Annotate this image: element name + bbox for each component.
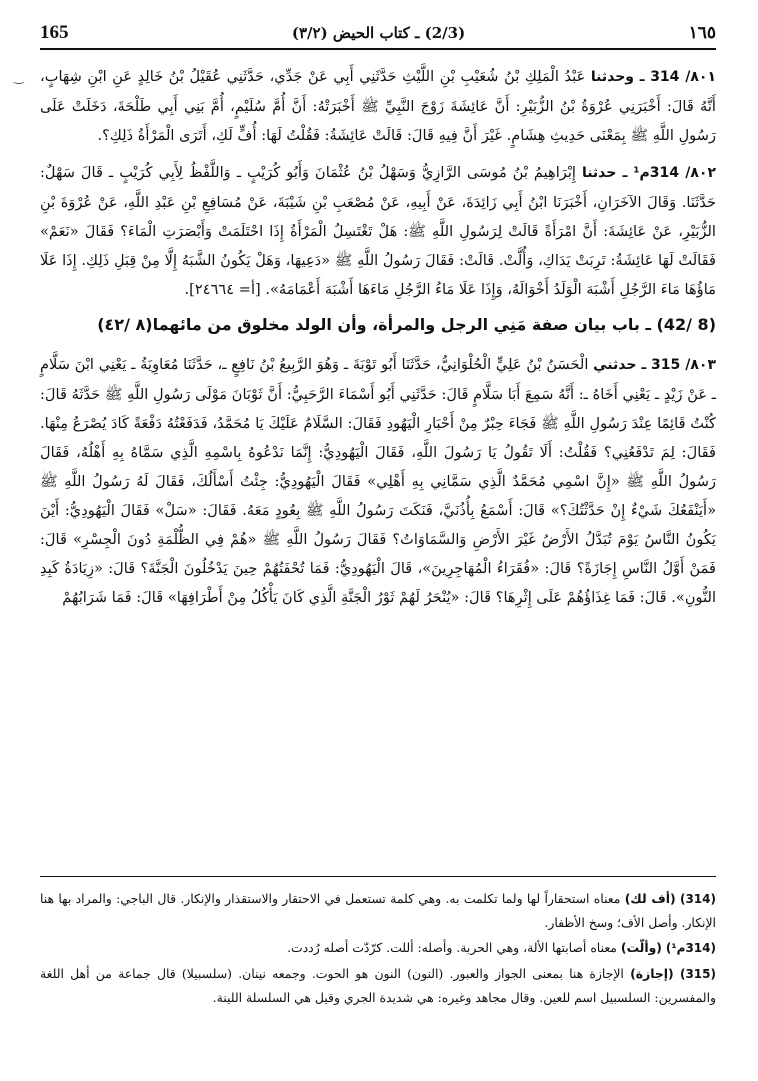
page-header	[40, 18, 716, 50]
footnote-ref: (314م¹)	[665, 941, 716, 955]
isnad-start: ـ حدثني	[593, 357, 647, 373]
footnotes	[40, 876, 716, 1011]
hadith-text: إِبْرَاهِيمُ بْنُ مُوسَى الرَّازِيُّ وَسَهْلُ بْنُ عُثْمَانَ وَأَبُو كُرَيْبٍ ـ وَاللَّفْظُ لِأَبِي كُرَيْبٍ ـ قَالَ سَهْلٌ: حَدَّثَنَا. وَقَالَ الآخَرَانِ، أَخْبَرَنَا ابْنُ أَبِي زَائِدَةَ، عَنْ أَبِيهِ، عَنْ مُصْعَبِ بْنِ شَيْبَةَ، عَنْ مُسَافِعِ بْنِ عَبْدِ اللَّهِ، عَنْ عُرْوَةَ بْنِ الزُّبَيْرِ، عَنْ عَائِشَةَ: أَنَّ امْرَأَةً قَالَتْ لِرَسُولِ اللَّهِ ﷺ: هَلْ تَغْتَسِلُ الْمَرْأَةُ إِذَا احْتَلَمَتْ وَأَبْصَرَتِ الْمَاءَ؟ فَقَالَ «نَعَمْ» فَقَالَتْ لَهَا عَائِشَةُ: تَرِبَتْ يَدَاكِ، وَأُلَّتْ. قَالَتْ: فَقَالَ رَسُولُ اللَّهِ ﷺ «دَعِيهَا، وَهَلْ يَكُونُ الشَّبَهُ إِلَّا مِنْ قِبَلِ ذَلِكِ. إِذَا عَلَا مَاؤُهَا مَاءَ الرَّجُلِ أَشْبَهَ الْوَلَدُ أَخْوَالَهُ، وَإِذَا عَلَا مَاءُ الرَّجُلِ مَاءَهَا أَشْبَهَ أَعْمَامَهُ». [أ= ٢٤٦٦٤].	[40, 164, 716, 298]
hadith-801	[40, 62, 716, 150]
page-number-arabic: ١٦٥	[688, 23, 716, 43]
hadith-803	[40, 350, 716, 612]
footnote-key: (إجازة)	[630, 966, 674, 981]
isnad-start: ـ وحدثنا	[590, 69, 645, 85]
footnote-text: معناه أصابتها الألة، وهي الحربة. وأصله: أللت. كرّدّت أصله رُددت.	[287, 940, 617, 955]
isnad-start: ـ حدثنا	[581, 165, 628, 181]
hadith-text: عَبْدُ الْمَلِكِ بْنُ شُعَيْبِ بْنِ اللَّيْثِ حَدَّثَنِي أَبِي عَنْ جَدِّي، حَدَّثَنِي عُقَيْلُ بْنُ خَالِدٍ عَنِ ابْنِ شِهَابٍ، أَنَّهُ قَالَ: أَخْبَرَنِي عُرْوَةُ بْنُ الزُّبَيْرِ: أَنَّ عَائِشَةَ زَوْجَ النَّبِيِّ ﷺ أَخْبَرَتْهُ: أَنَّ أُمَّ سُلَيْمٍ، أُمَّ بَنِي أَبِي طَلْحَةَ، دَخَلَتْ عَلَى رَسُولِ اللَّهِ ﷺ بِمَعْنَى حَدِيثِ هِشَامٍ. غَيْرَ أَنَّ فِيهِ قَالَ: قَالَتْ عَائِشَةُ: فَقُلْتُ لَهَا: أُفٍّ لَكِ، أَتَرَى الْمَرْأَةُ ذَلِكِ؟.	[40, 68, 716, 144]
hadith-802	[40, 158, 716, 304]
hadith-number: ٨٠١/ 314	[650, 69, 716, 85]
hadith-text: الْحَسَنُ بْنُ عَلِيٍّ الْحُلْوَانِيُّ، حَدَّثَنَا أَبُو تَوْبَةَ ـ وَهُوَ الرَّبِيعُ بْنُ نَافِعٍ ـ، حَدَّثَنَا مُعَاوِيَةُ ـ يَعْنِي ابْنَ سَلَّامٍ ـ عَنْ زَيْدٍ ـ يَعْنِي أَخَاهُ ـ: أَنَّهُ سَمِعَ أَبَا سَلَّامٍ قَالَ: حَدَّثَنِي أَبُو أَسْمَاءَ الرَّحَبِيُّ: أَنَّ ثَوْبَانَ مَوْلَى رَسُولِ اللَّهِ ﷺ حَدَّثَهُ قَالَ: كُنْتُ قَائِمًا عِنْدَ رَسُولِ اللَّهِ ﷺ فَجَاءَ حِبْرٌ مِنْ أَحْبَارِ الْيَهُودِ فَقَالَ: السَّلَامُ عَلَيْكَ يَا مُحَمَّدُ، فَدَفَعْتُهُ دَفْعَةً كَادَ يُصْرَعُ مِنْهَا. فَقَالَ: لِمَ تَدْفَعُنِي؟ فَقُلْتُ: أَلَا تَقُولُ يَا رَسُولَ اللَّهِ، فَقَالَ الْيَهُودِيُّ: إِنَّمَا نَدْعُوهُ بِاسْمِهِ الَّذِي سَمَّاهُ بِهِ أَهْلُهُ، فَقَالَ رَسُولُ اللَّهِ ﷺ «إِنَّ اسْمِي مُحَمَّدٌ الَّذِي سَمَّانِي بِهِ أَهْلِي» فَقَالَ الْيَهُودِيُّ: جِئْتُ أَسْأَلُكَ، فَقَالَ لَهُ رَسُولُ اللَّهِ ﷺ «أَيَنْفَعُكَ شَيْءٌ إِنْ حَدَّثْتُكَ؟» قَالَ: أَسْمَعُ بِأُذُنَيَّ، فَنَكَتَ رَسُولُ اللَّهِ ﷺ بِعُودٍ مَعَهُ. فَقَالَ: «سَلْ» فَقَالَ الْيَهُودِيُّ: أَيْنَ يَكُونُ النَّاسُ يَوْمَ تُبَدَّلُ الأَرْضُ غَيْرَ الأَرْضِ وَالسَّمَاوَاتُ؟ فَقَالَ رَسُولُ اللَّهِ ﷺ «هُمْ فِي الظُّلْمَةِ دُونَ الْجِسْرِ» قَالَ: فَمَنْ أَوَّلُ النَّاسِ إِجَازَةً؟ قَالَ: «فُقَرَاءُ الْمُهَاجِرِينَ»، قَالَ الْيَهُودِيُّ: فَمَا تُحْفَتُهُمْ حِينَ يَدْخُلُونَ الْجَنَّةَ؟ قَالَ: «زِيَادَةُ كَبِدِ النُّونِ». قَالَ: فَمَا غِذَاؤُهُمْ عَلَى إِثْرِهَا؟ قَالَ: «يُنْحَرُ لَهُمْ ثَوْرُ الْجَنَّةِ الَّذِي كَانَ يَأْكُلُ مِنْ أَطْرَافِهَا» قَالَ: فَمَا شَرَابُهُمْ	[40, 356, 716, 606]
footnote-key: (أف لك)	[624, 891, 676, 906]
page-number-latin: 165	[40, 22, 69, 43]
footnote-ref: (314)	[679, 892, 716, 906]
footnote-ref: (315)	[679, 967, 716, 981]
hadith-number: ٨٠٣/ 315	[651, 357, 717, 373]
page-body	[40, 62, 716, 620]
running-title: (2/3) ـ كتاب الحيض (٣/٢)	[291, 24, 466, 42]
footnote	[40, 936, 716, 960]
margin-mark: ‿	[14, 70, 24, 84]
footnote-key: (وألّت)	[620, 940, 662, 955]
footnote-text: الإجازة هنا بمعنى الجواز والعبور. (النون) النون هو الحوت. وجمعه نينان. (سلسبيلا) قال جماعة من أهل اللغة والمفسرين: السلسبيل اسم للعين. وقال مجاهد وغيره: هي شديدة الجري وقيل هي السلسلة اللينة.	[40, 966, 716, 1005]
chapter-heading: (8 /42) ـ باب بيان صفة مَنِي الرجل والمرأة، وأن الولد مخلوق من مائهما(٨ /٤٢)	[97, 315, 716, 334]
hadith-number: ٨٠٢/ 314م¹	[633, 165, 716, 181]
footnote-text: معناه استحقاراً لها ولما تكلمت به. وهي كلمة تستعمل في الاحتقار والاستقذار والإنكار. قال الباجي: والمراد بها هنا الإنكار. وأصل الأف؛ وسخ الأظفار.	[40, 891, 716, 930]
footnote	[40, 962, 716, 1009]
footnote	[40, 887, 716, 934]
